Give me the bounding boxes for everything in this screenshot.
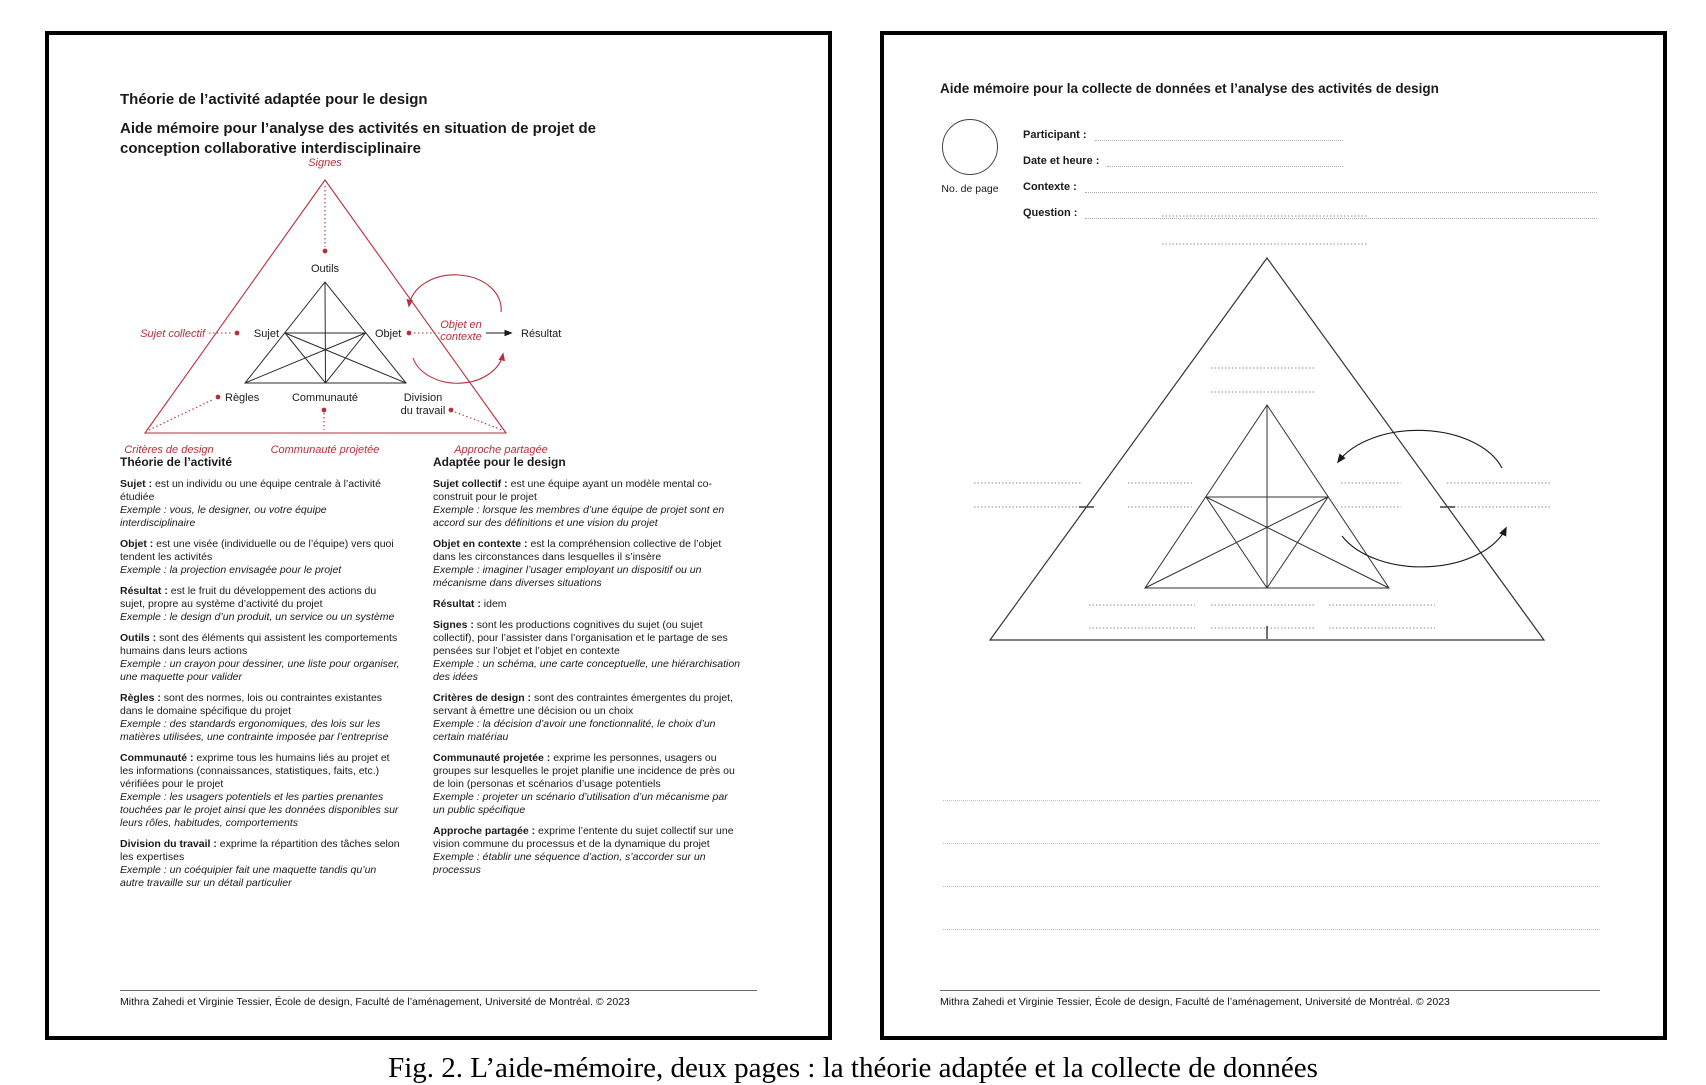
date-heure-input-line[interactable] — [1107, 152, 1343, 167]
definition-entry: Résultat : est le fruit du développement des actions du sujet, propre au système d’activité du projet Exemple : le design d’un produit, un service ou un système — [120, 584, 395, 624]
inner-triangle — [1145, 405, 1389, 588]
left-page-title: Théorie de l’activité adaptée pour le design — [120, 91, 428, 108]
label-approche-partagee: Approche partagée — [454, 444, 548, 456]
definition-entry: Approche partagée : exprime l’entente du sujet collectif sur une vision commune du processus et de la dynamique du projet Exemple : établir une séquence d’action, s’accorder sur un processus — [433, 825, 734, 877]
label-division-2: du travail — [400, 405, 446, 417]
right-page — [880, 31, 1667, 1040]
label-communaute: Communauté — [291, 392, 359, 404]
field-row-contexte — [1023, 173, 1597, 193]
field-row-participant — [1023, 121, 1343, 141]
label-resultat: Résultat — [521, 328, 562, 340]
column-adaptee-design — [433, 455, 741, 885]
left-page-footer: Mithra Zahedi et Virginie Tessier, École de design, Faculté de l’aménagement, Université de Montréal. © 2023 — [120, 996, 630, 1008]
label-regles: Règles — [225, 392, 260, 404]
notes-line[interactable] — [943, 843, 1600, 844]
label-sujet: Sujet — [253, 328, 279, 340]
blank-writing-lines[interactable] — [974, 216, 1552, 628]
right-page-title: Aide mémoire pour la collecte de données et l’analyse des activités de design — [940, 81, 1439, 96]
notes-line[interactable] — [943, 929, 1600, 930]
footer-divider — [940, 990, 1600, 991]
definition-entry: Résultat : idem — [433, 598, 507, 610]
column-theorie-activite — [120, 455, 402, 898]
label-communaute-projetee: Communauté projetée — [270, 444, 380, 456]
definition-entry: Sujet : est un individu ou une équipe centrale à l’activité étudiée Exemple : vous, le designer, ou votre équipe interdisciplinaire — [120, 477, 381, 529]
column-header: Théorie de l’activité — [120, 455, 233, 469]
date-heure-label: Date et heure : — [1023, 155, 1100, 167]
notes-line[interactable] — [943, 886, 1600, 887]
definition-entry: Communauté : exprime tous les humains liés au projet et les informations (connaissances, statistiques, faits, etc.) vérifiées pour le projet Exemple : les usagers potentiels et les parties prenantes touchées par le projet ainsi que les données disponibles sur leurs rôles, habitudes, comportements — [120, 752, 399, 830]
definition-entry: Division du travail : exprime la répartition des tâches selon les expertises Exemple : un coéquipier fait une maquette tandis qu’un autre travaille sur un détail particulier — [120, 838, 400, 890]
label-division-1: Division — [403, 392, 443, 404]
page-number-label: No. de page — [941, 183, 999, 195]
left-page — [45, 31, 832, 1040]
page-number-circle[interactable] — [942, 119, 998, 175]
label-outils: Outils — [310, 263, 340, 275]
black-cycle-arrows — [1338, 430, 1506, 567]
definition-entry: Sujet collectif : est une équipe ayant un modèle mental co-construit pour le projet Exemple : lorsque les membres d’une équipe de projet sont en accord sur des définitions et une vision du projet — [433, 477, 725, 529]
label-objet-en-contexte-1: Objet en — [440, 319, 482, 331]
left-page-subtitle: Aide mémoire pour l’analyse des activités en situation de projet de conception collaborative interdisciplinaire — [120, 120, 596, 157]
definition-entry: Objet en contexte : est la compréhension collective de l’objet dans les circonstances dans lesquelles il s’insère Exemple : imaginer l’usager employant un dispositif ou un mécanisme dans diverses situations — [433, 537, 722, 589]
contexte-input-line[interactable] — [1085, 178, 1597, 193]
blank-activity-diagram — [900, 210, 1660, 660]
definition-entry: Signes : sont les productions cognitives du sujet (ou sujet collectif), pour l’assister dans l’organisation et le partage de ses pensées sur l’objet et l’objet en contexte Exemple : un schéma, une carte conceptuelle, une hiérarchisation des idées — [433, 619, 741, 684]
definition-entry: Objet : est une visée (individuelle ou de l’équipe) vers quoi tendent les activités Exemple : la projection envisagée pour le projet — [120, 537, 394, 576]
definition-entry: Outils : sont des éléments qui assistent les comportements humains dans leurs actions Exemple : un crayon pour dessiner, une liste pour organiser, une maquette pour valider — [120, 632, 400, 684]
label-sujet-collectif: Sujet collectif — [140, 328, 205, 340]
question-label: Question : — [1023, 207, 1078, 219]
column-header: Adaptée pour le design — [433, 455, 566, 469]
definition-entry: Critères de design : sont des contraintes émergentes du projet, servant à émettre une décision ou un choix Exemple : la décision d’avoir une fonctionnalité, le choix d’un certain matériau — [433, 692, 733, 744]
definition-entry: Communauté projetée : exprime les personnes, usagers ou groupes sur lesquelles le projet planifie une incidence de près ou de loin (personas et scénarios d’usage potentiels Exemple : projeter un scénario d’utilisation d’un mécanisme par un public spécifique — [433, 752, 735, 817]
participant-input-line[interactable] — [1095, 126, 1343, 141]
field-row-date-heure — [1023, 147, 1343, 167]
label-objet: Objet — [375, 328, 402, 340]
activity-theory-diagram — [89, 150, 649, 470]
contexte-label: Contexte : — [1023, 181, 1077, 193]
definition-entry: Règles : sont des normes, lois ou contraintes existantes dans le domaine spécifique du projet Exemple : des standards ergonomiques, des lois sur les matières utilisées, une contrainte imposée par l’entreprise — [120, 692, 389, 744]
label-signes: Signes — [308, 157, 342, 169]
figure-caption: Fig. 2. L’aide-mémoire, deux pages : la théorie adaptée et la collecte de données — [388, 1052, 1318, 1084]
participant-label: Participant : — [1023, 129, 1087, 141]
footer-divider — [120, 990, 757, 991]
label-objet-en-contexte-2: contexte — [440, 331, 482, 343]
notes-line[interactable] — [943, 800, 1600, 801]
right-page-footer: Mithra Zahedi et Virginie Tessier, École de design, Faculté de l’aménagement, Université de Montréal. © 2023 — [940, 996, 1450, 1008]
label-criteres-de-design: Critères de design — [124, 444, 214, 456]
